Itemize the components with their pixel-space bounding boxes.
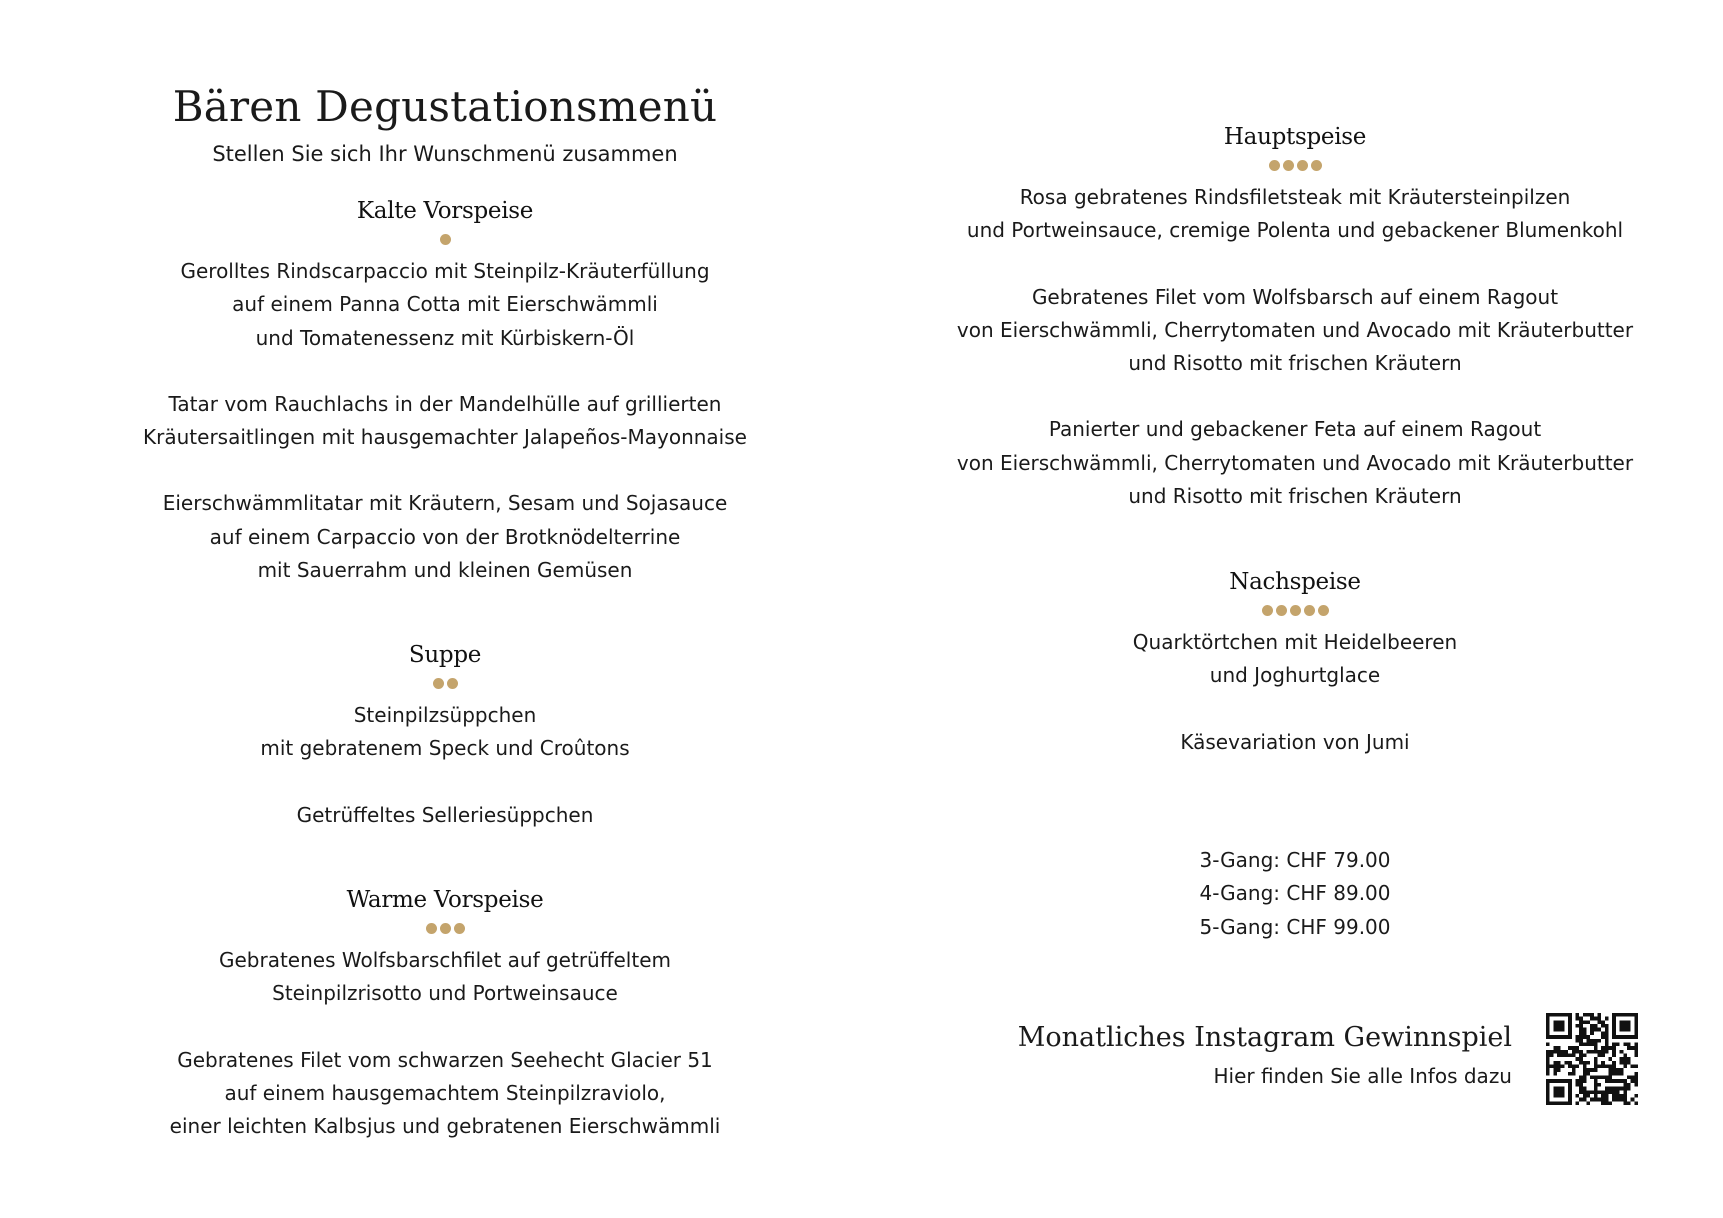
course-dots [130, 229, 760, 249]
dish-line: auf einem Carpaccio von der Brotknödelterrine [209, 524, 681, 549]
dish-line: Steinpilzsüppchen [353, 703, 537, 727]
dish-line: Käsevariation von Jumi [1180, 729, 1410, 754]
course-dot-icon [1269, 160, 1280, 171]
course-dot-icon [426, 923, 437, 934]
course-dots [130, 673, 760, 693]
dish-line: einer leichten Kalbsjus und gebratenen Eierschwämmli [169, 1114, 721, 1139]
dish [130, 255, 760, 355]
dish-line: von Eierschwämmli, Cherrytomaten und Avocado mit Kräuterbutter [956, 450, 1634, 475]
dish-line: Tatar vom Rauchlachs in der Mandelhülle auf grillierten [168, 391, 722, 416]
dish-line: Kräutersaitlingen mit hausgemachter Jalapeños-Mayonnaise [143, 425, 747, 450]
dish-line: Quarktörtchen mit Heidelbeeren [1132, 630, 1458, 654]
course-dot-icon [1262, 605, 1273, 616]
dish-line: Rosa gebratenes Rindsfiletsteak mit Kräutersteinpilzen [1019, 185, 1571, 209]
dish-line: von Eierschwämmli, Cherrytomaten und Avocado mit Kräuterbutter [956, 317, 1634, 342]
course-heading: Nachspeise [1229, 569, 1361, 595]
dish [130, 487, 760, 587]
course-dot-icon [454, 923, 465, 934]
dish [940, 281, 1650, 381]
course-dots [940, 600, 1650, 620]
course-kalte-vorspeise [130, 196, 760, 587]
dish [940, 181, 1650, 248]
dish [940, 413, 1650, 513]
dish-line: Gerolltes Rindscarpaccio mit Steinpilz-Kräuterfüllung [180, 259, 710, 283]
course-heading: Kalte Vorspeise [356, 198, 534, 224]
course-dots [940, 155, 1650, 175]
course-dot-icon [433, 678, 444, 689]
instagram-promo [1000, 1019, 1512, 1092]
course-hauptspeise [940, 122, 1650, 513]
course-dot-icon [440, 234, 451, 245]
price-5-gang: 5-Gang: CHF 99.00 [1199, 914, 1391, 939]
dish [940, 626, 1650, 693]
dish [130, 388, 760, 455]
dish [130, 944, 760, 1011]
course-nachspeise [940, 567, 1650, 759]
course-dots [130, 918, 760, 938]
dish-line: Panierter und gebackener Feta auf einem Ragout [1048, 417, 1542, 442]
dish-line: auf einem hausgemachtem Steinpilzraviolo, [224, 1080, 666, 1105]
dish-line: Getrüffeltes Selleriesüppchen [296, 802, 594, 827]
course-dot-icon [1311, 160, 1322, 171]
course-dot-icon [1304, 605, 1315, 616]
price-list [940, 844, 1650, 944]
dish-line: und Joghurtglace [1209, 663, 1381, 688]
course-warme-vorspeise [130, 885, 760, 1143]
course-dot-icon [1276, 605, 1287, 616]
dish [130, 799, 760, 832]
price-4-gang: 4-Gang: CHF 89.00 [1199, 881, 1391, 906]
instagram-title: Monatliches Instagram Gewinnspiel [1017, 1022, 1512, 1053]
course-dot-icon [1297, 160, 1308, 171]
course-heading: Warme Vorspeise [346, 887, 544, 913]
dish-line: Gebratenes Wolfsbarschfilet auf getrüffeltem [218, 948, 671, 972]
dish-line: und Tomatenessenz mit Kürbiskern-Öl [255, 325, 635, 350]
dish-line: Gebratenes Filet vom schwarzen Seehecht Glacier 51 [177, 1047, 713, 1072]
course-dot-icon [1283, 160, 1294, 171]
course-heading: Hauptspeise [1223, 124, 1367, 150]
price-3-gang: 3-Gang: CHF 79.00 [1199, 848, 1391, 872]
menu-title: Bären Degustationsmenü [172, 82, 718, 131]
course-suppe [130, 640, 760, 832]
dish [940, 726, 1650, 759]
course-heading: Suppe [408, 642, 482, 668]
dish-line: Steinpilzrisotto und Portweinsauce [272, 981, 618, 1006]
dish [130, 699, 760, 766]
menu-subtitle: Stellen Sie sich Ihr Wunschmenü zusammen [212, 142, 678, 166]
dish-line: und Risotto mit frischen Kräutern [1128, 351, 1462, 376]
course-dot-icon [440, 923, 451, 934]
dish-line: auf einem Panna Cotta mit Eierschwämmli [232, 292, 658, 317]
course-dot-icon [1290, 605, 1301, 616]
dish-line: Gebratenes Filet vom Wolfsbarsch auf einem Ragout [1031, 284, 1559, 309]
course-dot-icon [447, 678, 458, 689]
qr-code-icon[interactable] [1546, 1013, 1638, 1105]
dish-line: mit Sauerrahm und kleinen Gemüsen [257, 558, 633, 583]
dish-line: Eierschwämmlitatar mit Kräutern, Sesam und Sojasauce [162, 491, 728, 516]
dish-line: und Portweinsauce, cremige Polenta und gebackener Blumenkohl [966, 218, 1624, 243]
dish-line: und Risotto mit frischen Kräutern [1128, 484, 1462, 509]
dish [130, 1044, 760, 1144]
instagram-subtitle: Hier finden Sie alle Infos dazu [1213, 1064, 1512, 1088]
course-dot-icon [1318, 605, 1329, 616]
dish-line: mit gebratenem Speck und Croûtons [260, 736, 630, 761]
